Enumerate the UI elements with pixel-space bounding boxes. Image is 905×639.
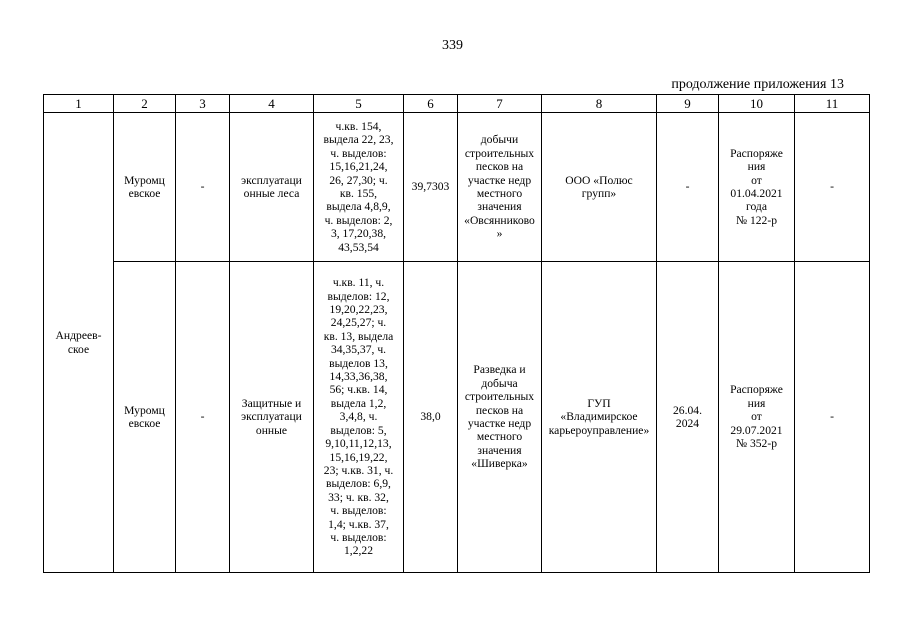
col3-cell: - [176,113,230,262]
forest-type-cell: Защитные и эксплуатаци онные [230,262,314,573]
forest-type-cell: эксплуатаци онные леса [230,113,314,262]
quarters-cell: ч.кв. 154, выдела 22, 23, ч. выделов: 15,16,21,24, 26, 27,30; ч. кв. 155, выдела 4,8,9, ч. выделов: 2, 3, 17,20,38, 43,53,54 [314,113,404,262]
forestry-cell: Муромц евское [114,113,176,262]
header-cell-10: 10 [719,95,795,113]
header-cell-8: 8 [542,95,657,113]
district-cell: Андреев- ское [44,113,114,573]
header-cell-2: 2 [114,95,176,113]
purpose-cell: добычи строительных песков на участке недр местного значения «Овсянниково » [458,113,542,262]
organization-cell: ООО «Полюс групп» [542,113,657,262]
organization-cell: ГУП «Владимирское карьероуправление» [542,262,657,573]
header-cell-4: 4 [230,95,314,113]
area-cell: 38,0 [404,262,458,573]
continuation-label: продолжение приложения 13 [671,77,844,92]
order-cell: Распоряже ния от 29.07.2021 № 352-р [719,262,795,573]
quarters-cell: ч.кв. 11, ч. выделов: 12, 19,20,22,23, 24,25,27; ч. кв. 13, выдела 34,35,37, ч. выделов 13, 14,33,36,38, 56; ч.кв. 14, выдела 1,2, 3,4,8, ч. выделов: 5, 9,10,11,12,13, 15,16,19,22, 23; ч.кв. 31, ч. выделов: 6,9, 33; ч. кв. 32, ч. выделов: 1,4; ч.кв. 37, ч. выделов: 1,2,22 [314,262,404,573]
header-cell-5: 5 [314,95,404,113]
table-row [44,262,870,573]
purpose-cell: Разведка и добыча строительных песков на участке недр местного значения «Шиверка» [458,262,542,573]
header-cell-11: 11 [795,95,870,113]
header-cell-3: 3 [176,95,230,113]
page-number: 339 [442,38,463,53]
header-cell-6: 6 [404,95,458,113]
area-cell: 39,7303 [404,113,458,262]
col11-cell: - [795,262,870,573]
forestry-cell: Муромц евское [114,262,176,573]
header-cell-7: 7 [458,95,542,113]
header-row [44,95,870,113]
header-cell-9: 9 [657,95,719,113]
col11-cell: - [795,113,870,262]
table-row [44,113,870,262]
col3-cell: - [176,262,230,573]
header-cell-1: 1 [44,95,114,113]
appendix-table [43,94,870,573]
order-cell: Распоряже ния от 01.04.2021 года № 122-р [719,113,795,262]
date-cell: 26.04. 2024 [657,262,719,573]
date-cell: - [657,113,719,262]
